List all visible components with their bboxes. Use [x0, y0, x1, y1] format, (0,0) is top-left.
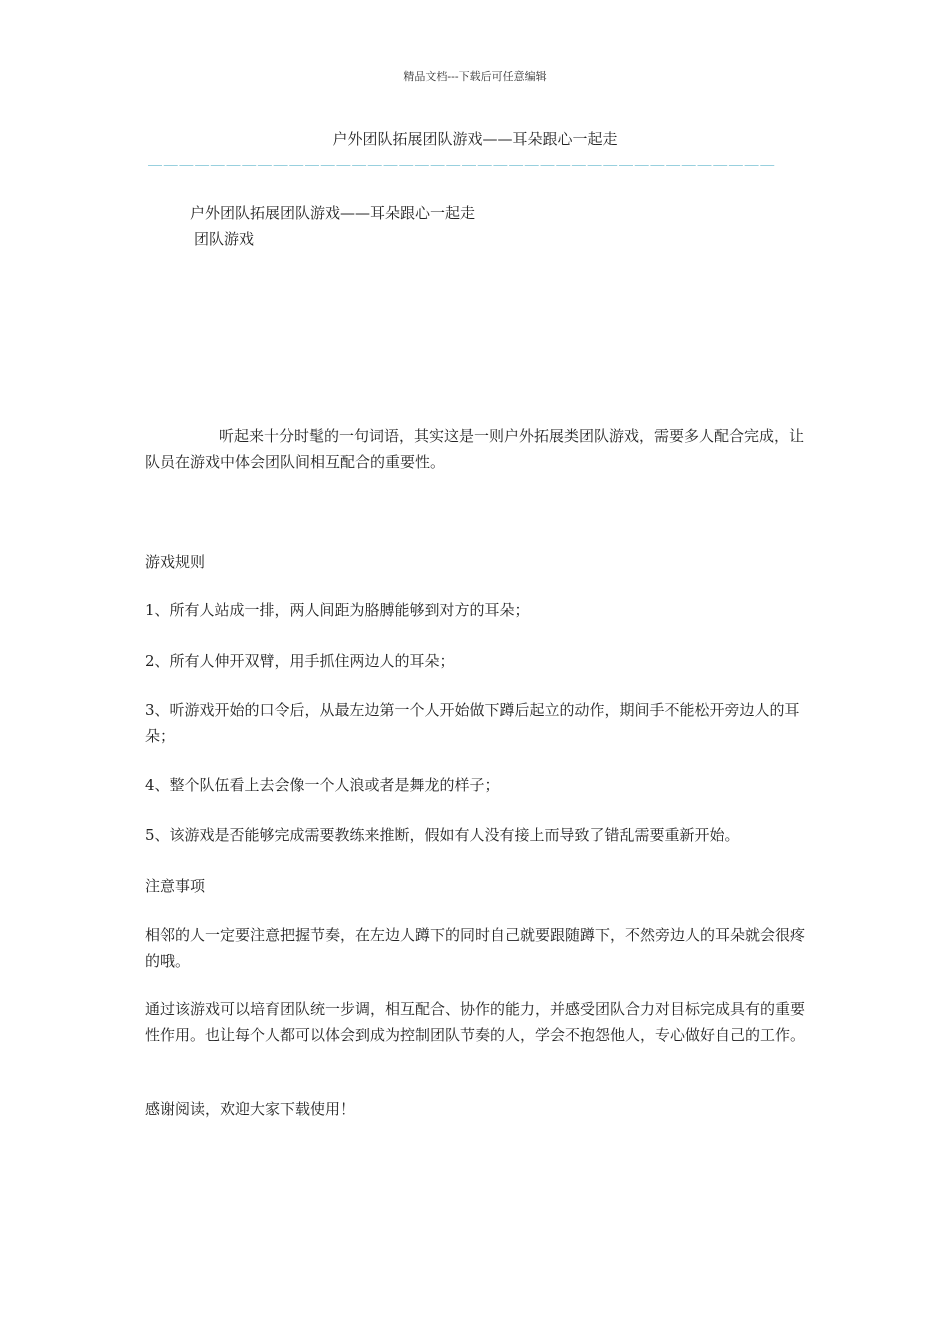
- article-category: 团队游戏: [194, 230, 255, 248]
- header-note: 精品文档---下载后可任意编辑: [403, 70, 547, 83]
- note-paragraph: 通过该游戏可以培育团队统一步调，相互配合、协作的能力，并感受团队合力对目标完成具有的重要性作用。也让每个人都可以体会到成为控制团队节奏的人，学会不抱怨他人，专心做好自己的工作。: [145, 1000, 806, 1044]
- rule-item: 4、整个队伍看上去会像一个人浪或者是舞龙的样子；: [145, 776, 500, 794]
- note-paragraph: 相邻的人一定要注意把握节奏，在左边人蹲下的同时自己就要跟随蹲下，不然旁边人的耳朵就会很疼的哦。: [145, 926, 806, 970]
- intro-paragraph: 听起来十分时髦的一句词语，其实这是一则户外拓展类团队游戏，需要多人配合完成，让队员在游戏中体会团队间相互配合的重要性。: [145, 427, 805, 471]
- title-divider: ＿＿＿＿＿＿＿＿＿＿＿＿＿＿＿＿＿＿＿＿＿＿＿＿＿＿＿＿＿＿＿＿＿＿＿＿＿＿＿＿: [148, 152, 776, 168]
- rule-item: 3、听游戏开始的口令后，从最左边第一个人开始做下蹲后起立的动作，期间手不能松开旁边人的耳朵；: [145, 701, 800, 745]
- article-title: 户外团队拓展团队游戏——耳朵跟心一起走: [190, 204, 476, 222]
- closing-text: 感谢阅读，欢迎大家下载使用！: [145, 1100, 356, 1118]
- rules-heading: 游戏规则: [145, 553, 206, 571]
- notes-heading: 注意事项: [145, 877, 206, 895]
- document-title: 户外团队拓展团队游戏——耳朵跟心一起走: [332, 130, 618, 148]
- rule-item: 5、该游戏是否能够完成需要教练来推断，假如有人没有接上而导致了错乱需要重新开始。: [145, 826, 740, 844]
- rule-item: 2、所有人伸开双臂，用手抓住两边人的耳朵；: [145, 652, 455, 670]
- rule-item: 1、所有人站成一排，两人间距为胳膊能够到对方的耳朵；: [145, 601, 530, 619]
